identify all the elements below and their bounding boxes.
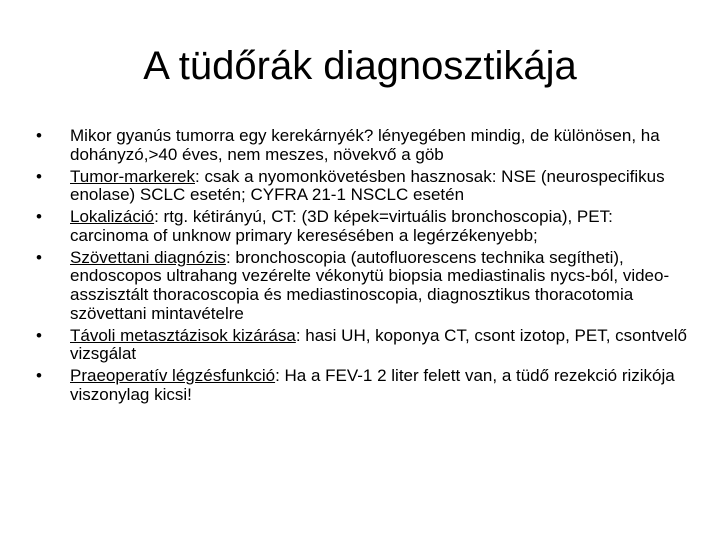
bullet-term: Tumor-markerek	[70, 166, 195, 186]
bullet-text: : hasi UH, koponya CT, csont izotop, PET, csontvelő vizsgálat	[70, 325, 687, 364]
bullet-dot-icon: •	[36, 325, 42, 345]
slide-title: A tüdőrák diagnosztikája	[143, 44, 577, 88]
bullet-dot-icon: •	[36, 366, 42, 386]
bullet-list	[36, 127, 688, 408]
bullet-text: : bronchoscopia (autofluorescens technika segítheti), endoscopos ultrahang vezérelte vékonytü biopsia mediastinalis nycs-ból, video-asszisztált thoracoscopia és mediastinoscopia, diagnosztikus thoracotomia szövettani mintavételre	[70, 247, 670, 323]
bullet-text: : csak a nyomonkövetésben hasznosak: NSE (neurospecifikus enolase) SCLC esetén; CYFRA 21-1 NSCLC esetén	[70, 166, 665, 205]
bullet-text: Mikor gyanús tumorra egy kerekárnyék? lényegében mindig, de különösen, ha dohányzó,>40 éves, nem meszes, növekvő a göb	[70, 126, 660, 164]
bullet-dot-icon: •	[36, 126, 42, 145]
bullet-text: : rtg. kétirányú, CT: (3D képek=virtuális bronchoscopia), PET: carcinoma of unknow primary keresésében a legérzékenyebb;	[70, 207, 613, 245]
bullet-term: Szövettani diagnózis	[70, 247, 226, 267]
bullet-dot-icon: •	[36, 166, 42, 186]
bullet-item	[36, 367, 688, 404]
bullet-term: Praeoperatív légzésfunkció	[70, 366, 276, 386]
bullet-term: Távoli metasztázisok kizárása	[70, 325, 296, 345]
bullet-item	[36, 168, 688, 205]
bullet-dot-icon: •	[36, 207, 42, 227]
bullet-text: : Ha a FEV-1 2 liter felett van, a tüdő rezekció rizikója viszonylag kicsi!	[70, 366, 675, 404]
bullet-item	[36, 127, 688, 164]
bullet-term: Lokalizáció	[70, 207, 155, 227]
bullet-dot-icon: •	[36, 247, 42, 267]
bullet-item	[36, 327, 688, 364]
bullet-item	[36, 208, 688, 245]
bullet-item	[36, 249, 688, 323]
